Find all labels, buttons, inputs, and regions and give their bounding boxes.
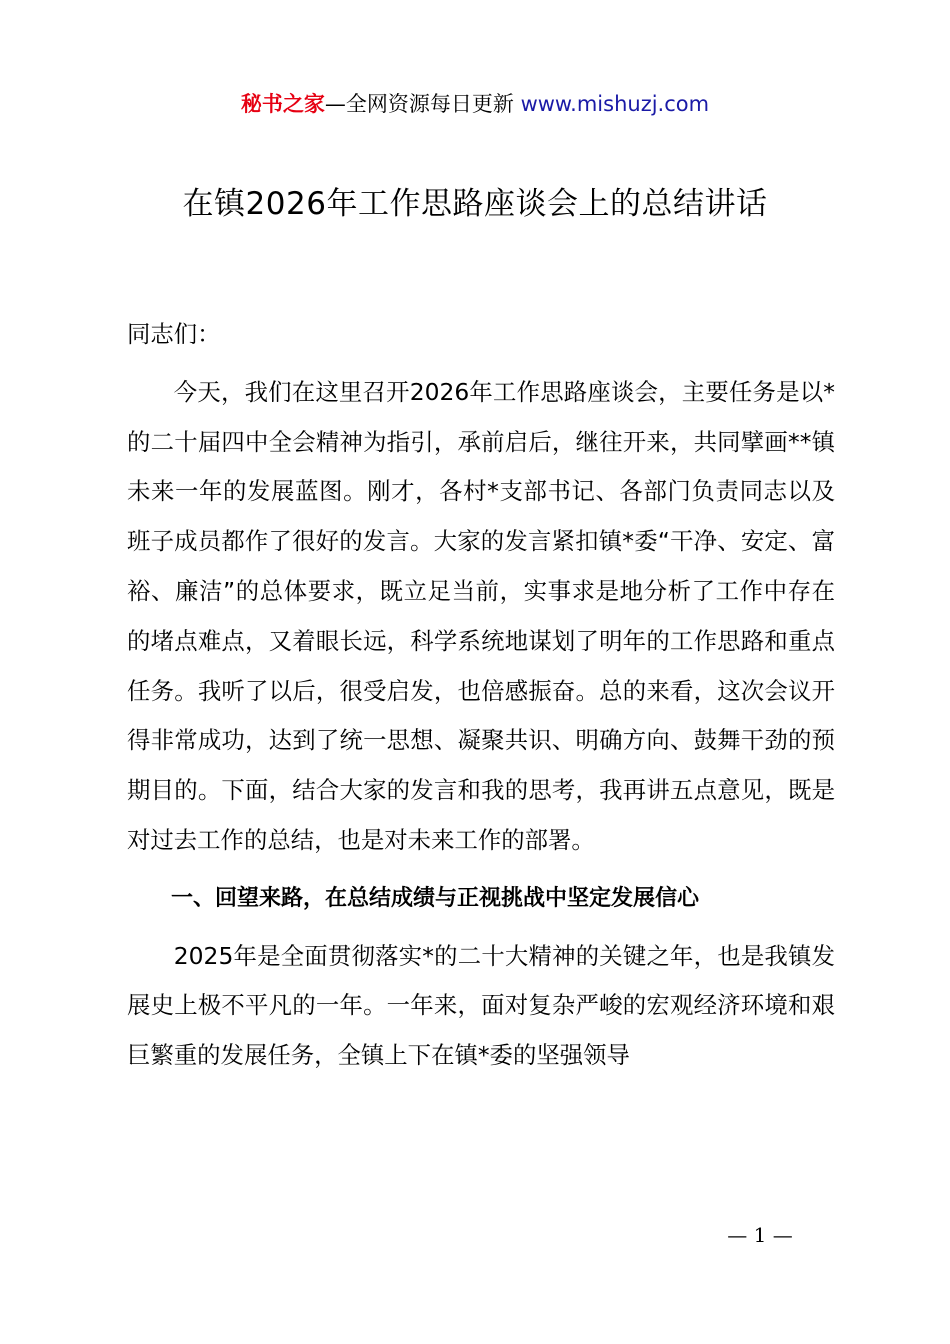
section-paragraph: 2025年是全面贯彻落实*的二十大精神的关键之年，也是我镇发展史上极不平凡的一年。一年来，面对复杂严峻的宏观经济环境和艰巨繁重的发展任务，全镇上下在镇*委的坚强领导 <box>127 941 835 1070</box>
salutation: 同志们： <box>127 320 221 348</box>
opening-paragraph: 今天，我们在这里召开2026年工作思路座谈会，主要任务是以*的二十届四中全会精神为指引，承前启后，继往开来，共同擘画**镇未来一年的发展蓝图。刚才，各村*支部书记、各部门负责同志以及班子成员都作了很好的发言。大家的发言紧扣镇*委“干净、安定、富裕、廉洁”的总体要求，既立足当前，实事求是地分析了工作中存在的堵点难点，又着眼长远，科学系统地谋划了明年的工作思路和重点任务。我听了以后，很受启发，也倍感振奋。总的来看，这次会议开得非常成功，达到了统一思想、凝聚共识、明确方向、鼓舞干劲的预期目的。下面，结合大家的发言和我的思考，我再讲五点意见，既是对过去工作的总结，也是对未来工作的部署。 <box>127 377 835 854</box>
header-tagline: —全网资源每日更新 <box>324 92 521 116</box>
section-heading: 一、回望来路，在总结成绩与正视挑战中坚定发展信心 <box>171 885 700 911</box>
brand-name: 秘书之家 <box>240 92 325 116</box>
document-body <box>127 310 835 1089</box>
document-title: 在镇2026年工作思路座谈会上的总结讲话 <box>182 186 768 222</box>
site-url-link[interactable]: www.mishuzj.com <box>520 92 710 116</box>
header-banner <box>0 88 950 120</box>
page-number: — 1 — <box>727 1223 793 1247</box>
